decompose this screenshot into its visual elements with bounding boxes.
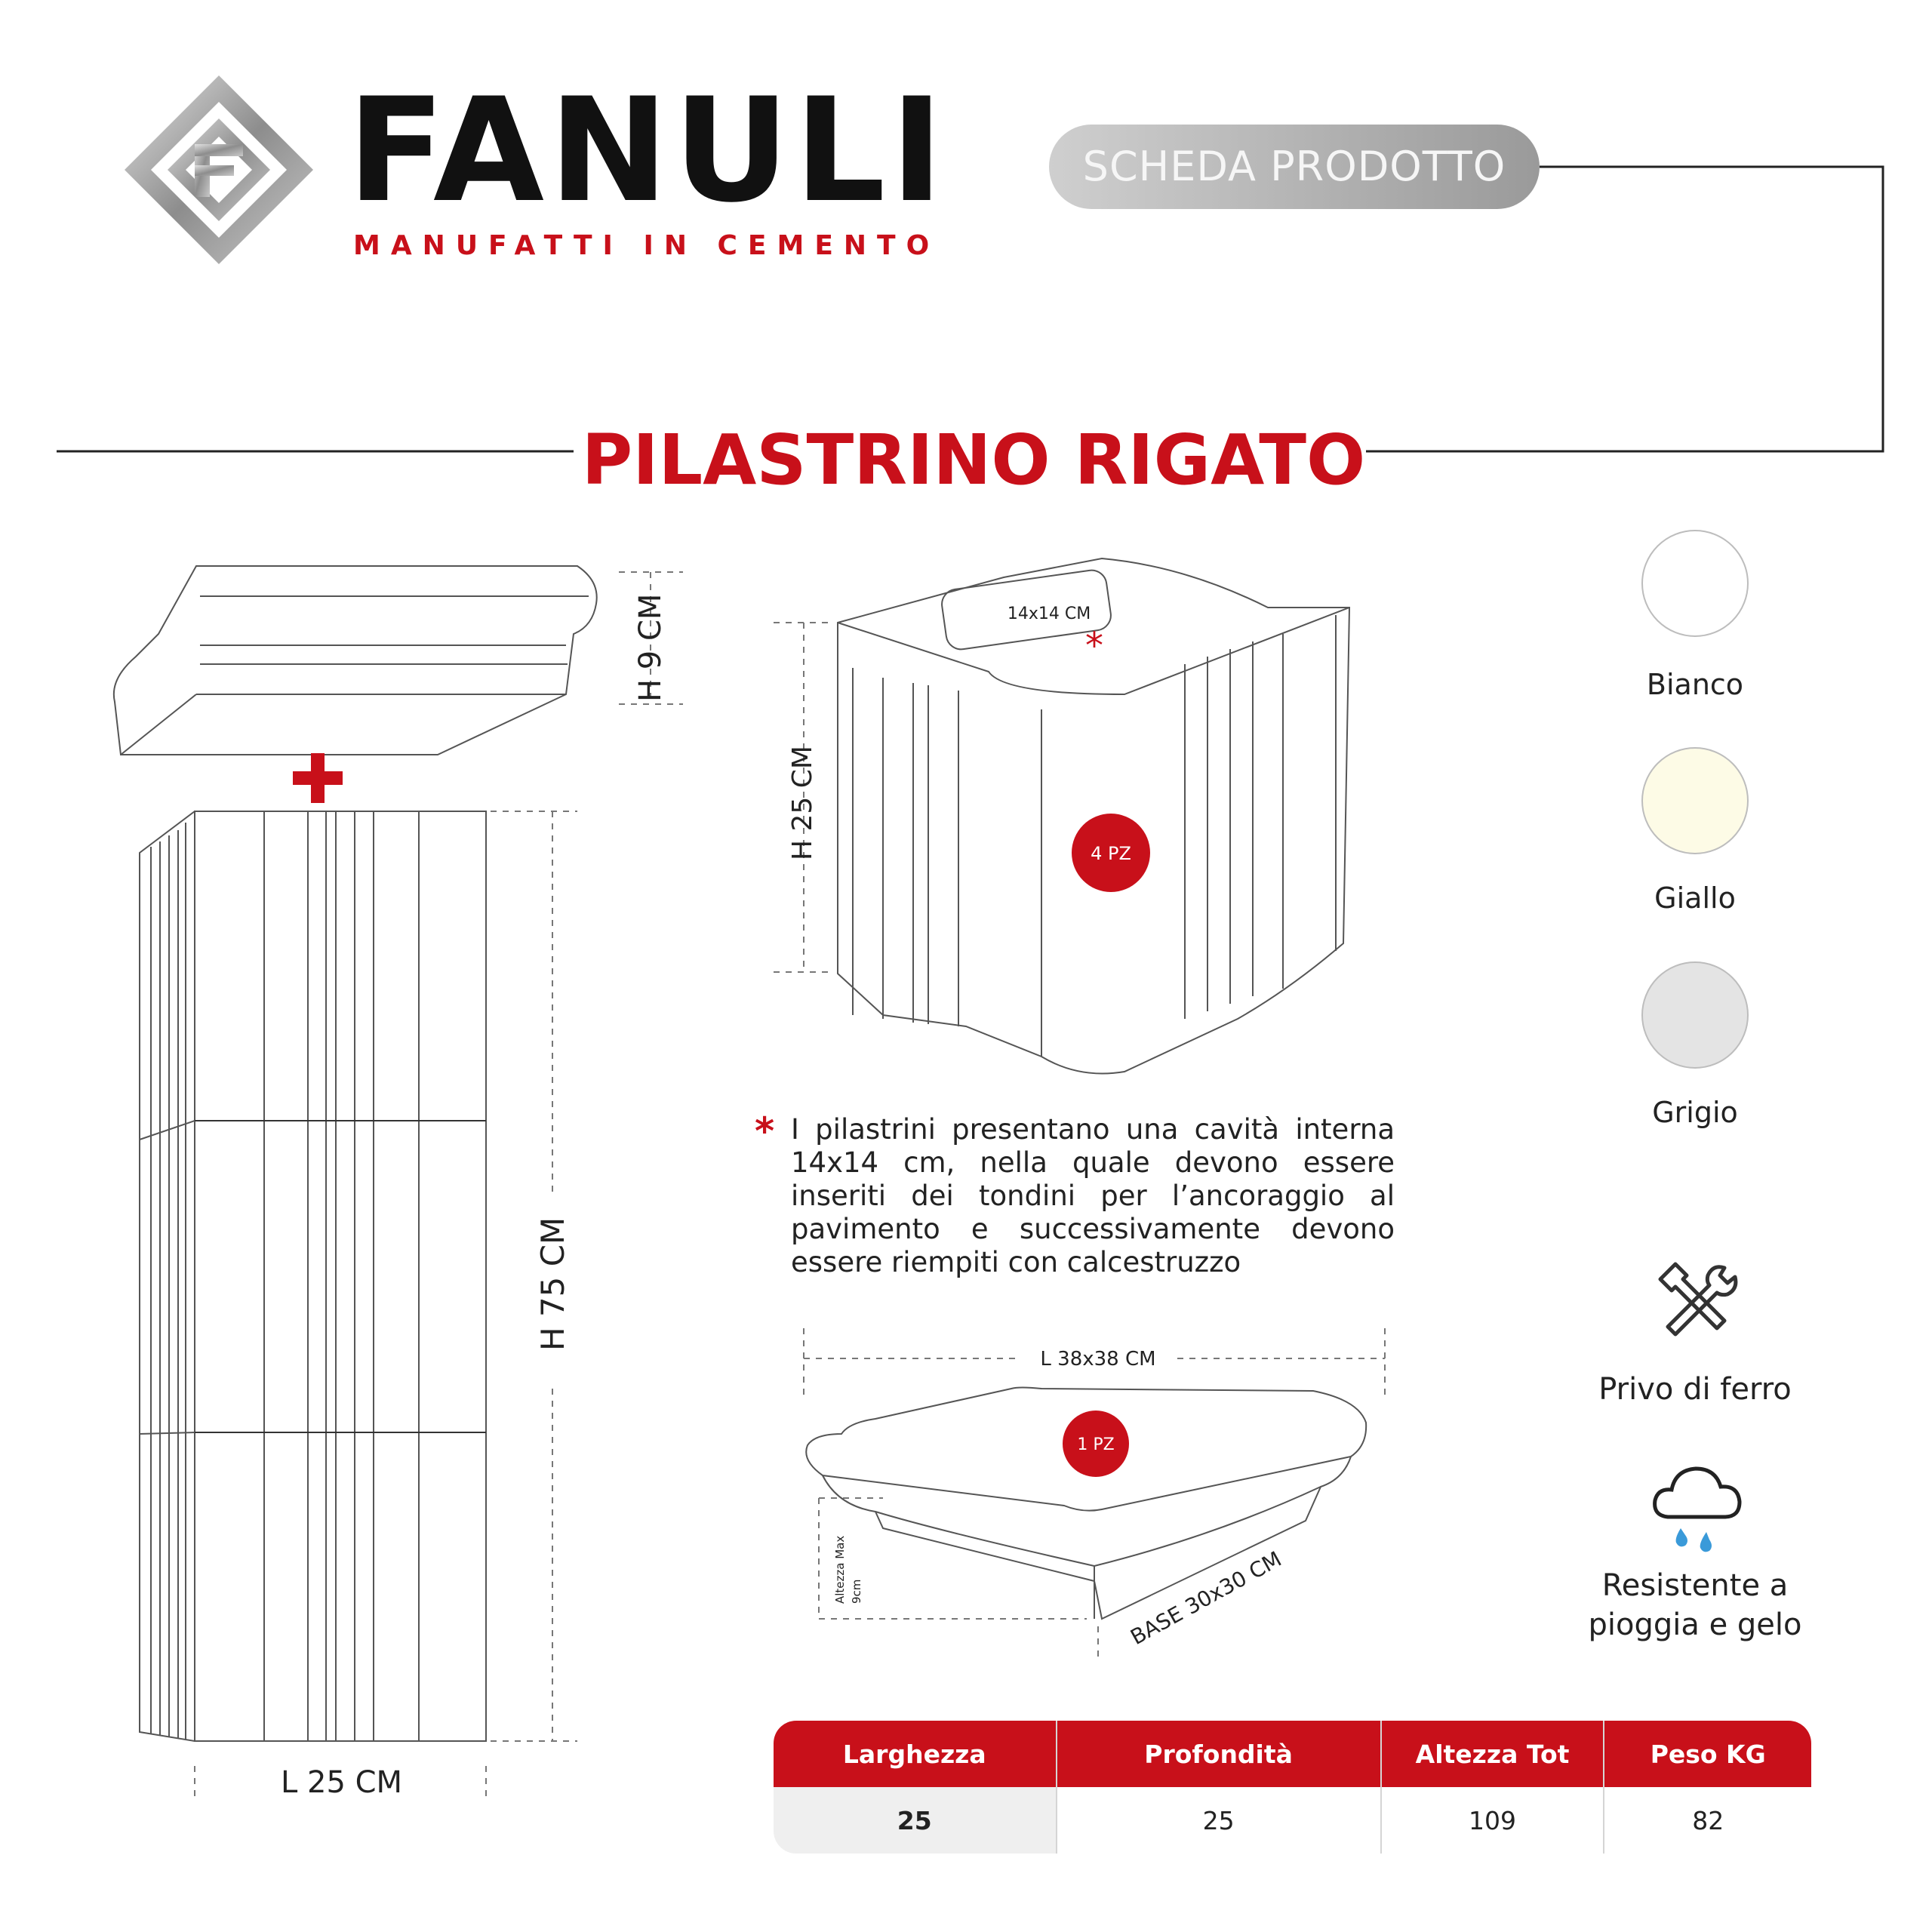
block-height-label: H 25 CM xyxy=(787,746,818,860)
color-swatch-grigio xyxy=(1641,961,1749,1069)
header-altezza-tot: Altezza Tot xyxy=(1381,1721,1604,1787)
column-width-label: L 25 CM xyxy=(281,1765,403,1800)
cap-max-height-line1: Altezza Max xyxy=(833,1535,847,1604)
color-swatch-bianco xyxy=(1641,530,1749,637)
cap-outline xyxy=(114,566,597,755)
cap-drawing xyxy=(792,1324,1404,1672)
cell-altezza-tot: 109 xyxy=(1381,1787,1604,1854)
cap-max-height-line2: 9cm xyxy=(850,1579,863,1604)
block-drawing xyxy=(762,543,1366,1087)
note-star: * xyxy=(755,1109,775,1153)
spec-table xyxy=(774,1721,1811,1854)
cell-larghezza: 25 xyxy=(774,1787,1057,1854)
rain-cloud-icon xyxy=(1649,1457,1743,1555)
cavity-star: * xyxy=(1085,625,1103,667)
color-label-giallo: Giallo xyxy=(1654,881,1736,915)
plus-icon xyxy=(293,753,343,803)
brand-name: FANULI xyxy=(347,67,949,234)
cell-peso-kg: 82 xyxy=(1604,1787,1811,1854)
cap-height-label: H 9 CM xyxy=(633,593,668,702)
product-title: PILASTRINO RIGATO xyxy=(581,420,1366,500)
header-profondita: Profondità xyxy=(1057,1721,1381,1787)
feature-label-weather-line1: Resistente a xyxy=(1601,1568,1789,1603)
table-header-row xyxy=(774,1721,1811,1787)
column-drawing xyxy=(106,551,709,1819)
feature-label-no-iron: Privo di ferro xyxy=(1598,1372,1792,1407)
cap-base-label: BASE 30x30 CM xyxy=(1126,1546,1286,1651)
cell-profondita: 25 xyxy=(1057,1787,1381,1854)
column-side xyxy=(140,811,195,1741)
feature-label-weather-line2: pioggia e gelo xyxy=(1588,1607,1802,1642)
brand-tagline: MANUFATTI IN CEMENTO xyxy=(353,230,940,261)
color-label-bianco: Bianco xyxy=(1646,668,1744,701)
product-sheet-badge: SCHEDA PRODOTTO xyxy=(1049,125,1540,209)
color-swatch-giallo xyxy=(1641,747,1749,854)
color-label-grigio: Grigio xyxy=(1652,1096,1738,1129)
cavity-label: 14x14 CM xyxy=(1007,605,1091,623)
block-qty-label: 4 PZ xyxy=(1091,843,1131,864)
column-front xyxy=(195,811,486,1741)
cavity-note: I pilastrini presentano una cavità interna 14x14 cm, nella quale devono essere inseriti dei tondini per l’ancoraggio al pavimento e successivamente devono essere riempiti con calcestruzzo xyxy=(791,1113,1395,1278)
column-height-label: H 75 CM xyxy=(534,1217,571,1351)
header-peso-kg: Peso KG xyxy=(1604,1721,1811,1787)
cap-top-size-label: L 38x38 CM xyxy=(1040,1348,1156,1371)
table-row xyxy=(774,1787,1811,1854)
cap-qty-label: 1 PZ xyxy=(1077,1435,1115,1454)
tools-icon xyxy=(1649,1260,1743,1343)
header-larghezza: Larghezza xyxy=(774,1721,1057,1787)
